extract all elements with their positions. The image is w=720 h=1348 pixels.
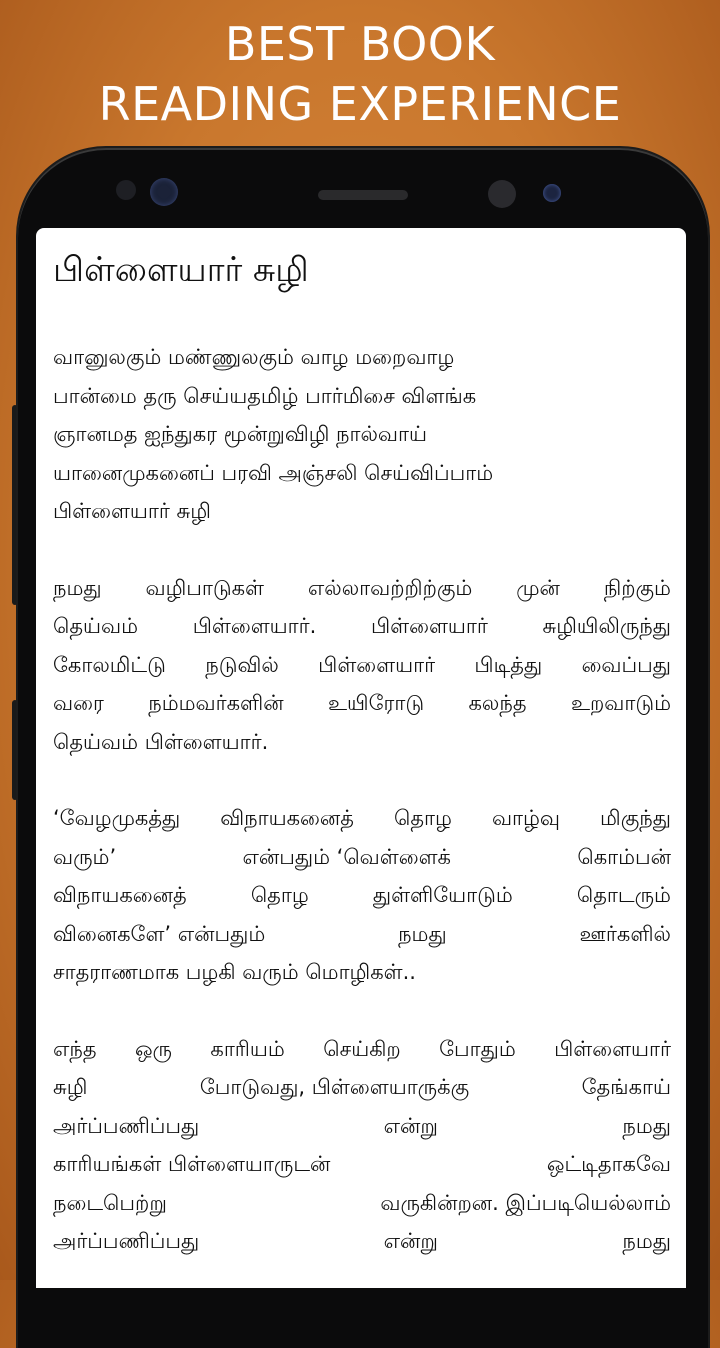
text-segment: தேங்காய் bbox=[581, 1075, 671, 1099]
text-segment: வரை bbox=[53, 691, 104, 715]
chapter-title: பிள்ளையார் சுழி bbox=[53, 250, 309, 290]
text-line bbox=[53, 876, 671, 915]
text-line bbox=[53, 415, 671, 454]
text-segment: முன் bbox=[516, 575, 560, 600]
reader-screen[interactable] bbox=[36, 228, 686, 1288]
text-line bbox=[53, 1107, 671, 1146]
text-line bbox=[53, 723, 671, 762]
text-line bbox=[53, 799, 671, 838]
text-segment: நமது bbox=[53, 575, 102, 600]
text-segment: வினைகளே’ என்பதும் bbox=[53, 921, 266, 946]
text-segment: யானைமுகனைப் பரவி அஞ்சலி செய்விப்பாம் bbox=[53, 460, 494, 485]
text-segment: ஞானமத ஐந்துகர மூன்றுவிழி நால்வாய் bbox=[53, 422, 428, 446]
text-segment: பிடித்து bbox=[474, 652, 543, 677]
text-segment: பிள்ளையார். bbox=[192, 614, 317, 638]
text-line bbox=[53, 838, 671, 877]
text-segment: வாழ்வு bbox=[491, 806, 561, 830]
text-segment: விநாயகனைத் bbox=[53, 883, 187, 907]
text-segment: மிகுந்து bbox=[600, 806, 671, 830]
text-line bbox=[53, 684, 671, 723]
promo-line-2: READING EXPERIENCE bbox=[98, 77, 622, 131]
text-segment: காரியங்கள் பிள்ளையாருடன் bbox=[53, 1152, 331, 1176]
text-segment: நமது bbox=[398, 921, 447, 946]
text-segment: ஒரு bbox=[134, 1036, 172, 1061]
paragraph bbox=[53, 1030, 671, 1261]
sensor-icon bbox=[116, 180, 136, 200]
text-segment: சுழி bbox=[53, 1075, 88, 1099]
text-segment: உயிரோடு bbox=[328, 691, 425, 715]
text-segment: என்பதும் ‘வெள்ளைக் bbox=[242, 844, 451, 869]
text-segment: சுழியிலிருந்து bbox=[542, 614, 671, 638]
text-segment: நடைபெற்று bbox=[53, 1190, 167, 1215]
earpiece-speaker bbox=[318, 190, 408, 200]
text-segment: வைப்பது bbox=[581, 652, 671, 677]
text-line bbox=[53, 1145, 671, 1184]
text-segment: வானுலகும் மண்ணுலகும் வாழ மறைவாழ bbox=[53, 345, 455, 369]
text-segment: ஊர்களில் bbox=[579, 921, 671, 946]
text-segment: பிள்ளையார் bbox=[554, 1036, 671, 1061]
text-segment: பிள்ளையார் சுழி bbox=[53, 499, 211, 523]
text-segment: வரும்’ bbox=[53, 844, 117, 869]
text-segment: என்று bbox=[383, 1229, 438, 1253]
text-segment: என்று bbox=[383, 1113, 438, 1138]
text-segment: சாதராணமாக பழகி வரும் மொழிகள்.. bbox=[53, 960, 416, 984]
text-line bbox=[53, 1184, 671, 1223]
text-line bbox=[53, 915, 671, 954]
text-line bbox=[53, 1030, 671, 1069]
text-segment: நடுவில் bbox=[205, 652, 279, 677]
paragraph bbox=[53, 569, 671, 762]
text-segment: நமது bbox=[622, 1113, 671, 1138]
text-segment: ஒட்டிதாகவே bbox=[546, 1152, 671, 1176]
text-segment: வருகின்றன. இப்படியெல்லாம் bbox=[380, 1190, 671, 1215]
text-segment: அர்ப்பணிப்பது bbox=[53, 1113, 200, 1138]
text-segment: எந்த bbox=[53, 1036, 97, 1061]
text-segment: எல்லாவற்றிற்கும் bbox=[307, 575, 473, 600]
promo-banner bbox=[0, 14, 720, 134]
paragraph bbox=[53, 338, 671, 531]
text-segment: உறவாடும் bbox=[570, 691, 671, 715]
text-segment: பிள்ளையார் bbox=[370, 614, 488, 638]
chapter-body[interactable] bbox=[53, 338, 671, 1288]
text-line bbox=[53, 338, 671, 377]
front-camera-icon bbox=[150, 178, 178, 206]
text-segment: போதும் bbox=[439, 1036, 516, 1061]
proximity-sensor-icon bbox=[543, 184, 561, 202]
text-line bbox=[53, 569, 671, 608]
text-segment: நமது bbox=[622, 1229, 671, 1253]
paragraph bbox=[53, 799, 671, 992]
text-line bbox=[53, 1068, 671, 1107]
text-segment: கோலமிட்டு bbox=[53, 652, 166, 677]
text-line bbox=[53, 1222, 671, 1261]
text-segment: காரியம் bbox=[210, 1036, 285, 1061]
text-segment: தொழ bbox=[394, 806, 452, 830]
text-segment: ‘வேழமுகத்து bbox=[53, 806, 181, 830]
text-segment: நம்மவர்களின் bbox=[148, 691, 284, 715]
text-line bbox=[53, 646, 671, 685]
text-segment: தெய்வம் bbox=[53, 614, 139, 638]
text-segment: துள்ளியோடும் bbox=[372, 883, 513, 907]
iris-scanner-icon bbox=[488, 180, 516, 208]
text-line bbox=[53, 454, 671, 493]
text-segment: விநாயகனைத் bbox=[220, 806, 354, 830]
text-segment: தெய்வம் பிள்ளையார். bbox=[53, 729, 269, 754]
text-segment: பான்மை தரு செய்யதமிழ் பார்மிசை விளங்க bbox=[53, 383, 477, 408]
text-segment: பிள்ளையார் bbox=[318, 652, 436, 677]
text-segment: வழிபாடுகள் bbox=[145, 575, 264, 600]
text-segment: கலந்த bbox=[468, 691, 527, 715]
text-segment: தொடரும் bbox=[576, 883, 671, 907]
text-segment: கொம்பன் bbox=[577, 844, 671, 869]
text-segment: தொழ bbox=[250, 883, 309, 907]
text-segment: நிற்கும் bbox=[603, 575, 671, 600]
text-segment: போடுவது, பிள்ளையாருக்கு bbox=[199, 1075, 470, 1099]
text-line bbox=[53, 492, 671, 531]
text-line bbox=[53, 607, 671, 646]
promo-line-1: BEST BOOK bbox=[224, 17, 496, 71]
text-line bbox=[53, 377, 671, 416]
text-segment: அர்ப்பணிப்பது bbox=[53, 1229, 200, 1253]
text-segment: செய்கிற bbox=[323, 1036, 401, 1061]
text-line bbox=[53, 953, 671, 992]
